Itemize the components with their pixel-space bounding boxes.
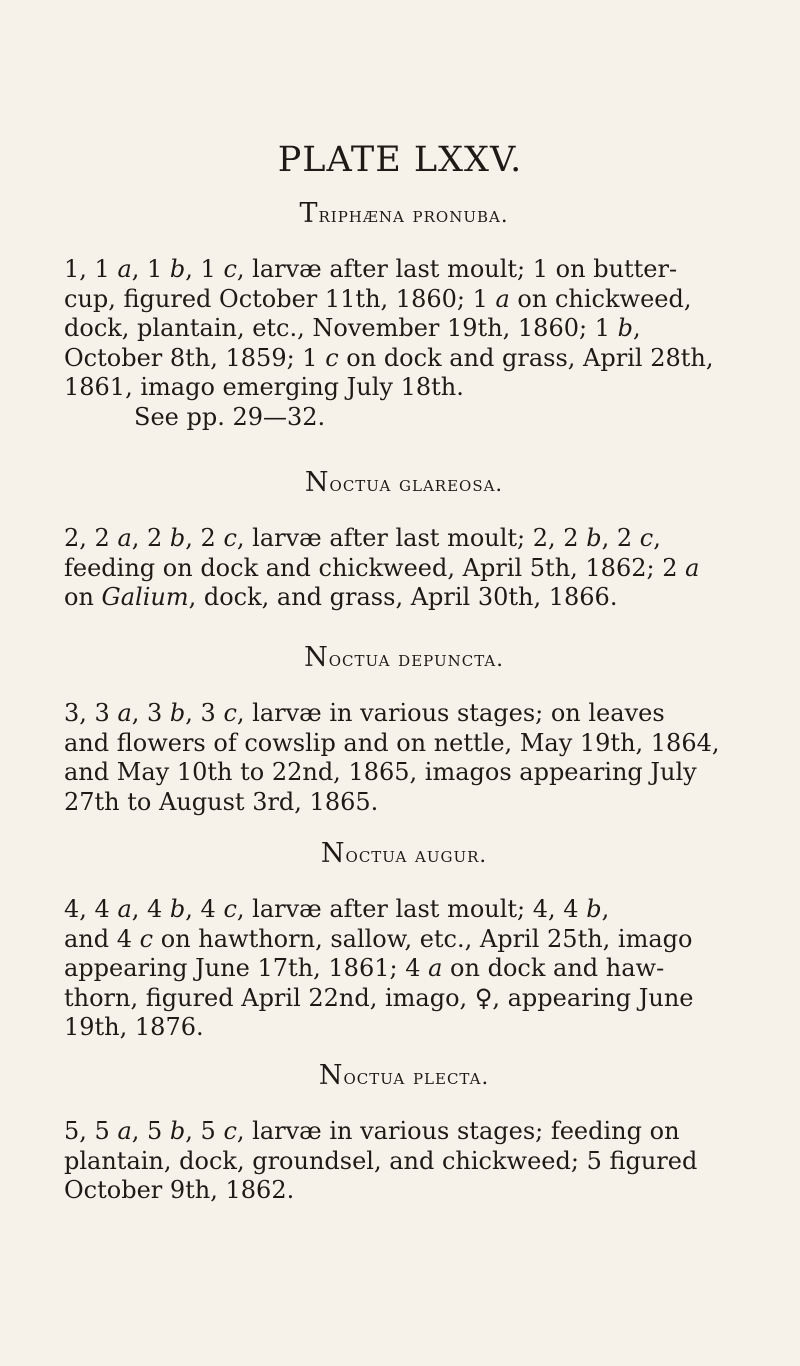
section-noctua-plecta xyxy=(64,1060,744,1206)
section-paragraph xyxy=(64,255,744,432)
section-noctua-augur xyxy=(64,838,744,1043)
text-line: 5, 5 a, 5 b, 5 c, larvæ in various stages; feeding on xyxy=(64,1117,680,1145)
text-line: and 4 c on hawthorn, sallow, etc., April 25th, imago xyxy=(64,924,693,953)
text-line: on Galium, dock, and grass, April 30th, 1866. xyxy=(64,583,618,611)
section-heading: Noctua plecta. xyxy=(318,1060,490,1091)
page-reference: See pp. 29—32. xyxy=(134,402,326,431)
text-line: dock, plantain, etc., November 19th, 1860; 1 b, xyxy=(64,314,641,342)
section-noctua-glareosa xyxy=(64,467,744,613)
section-heading: Noctua depuncta. xyxy=(304,642,504,673)
section-paragraph xyxy=(64,699,744,817)
text-line: plantain, dock, groundsel, and chickweed; 5 figured xyxy=(64,1146,698,1175)
section-paragraph xyxy=(64,895,744,1043)
text-line: 3, 3 a, 3 b, 3 c, larvæ in various stages; on leaves xyxy=(64,699,665,727)
text-line: cup, figured October 11th, 1860; 1 a on chickweed, xyxy=(64,284,692,313)
plate-title: PLATE LXXV. xyxy=(277,140,523,180)
text-line: 1861, imago emerging July 18th. xyxy=(64,373,464,401)
text-line: 27th to August 3rd, 1865. xyxy=(64,787,379,816)
section-paragraph xyxy=(64,1117,744,1206)
text-line: and May 10th to 22nd, 1865, imagos appearing July xyxy=(64,758,697,786)
text-line: 2, 2 a, 2 b, 2 c, larvæ after last moult; 2, 2 b, 2 c, xyxy=(64,524,661,552)
section-heading: Noctua augur. xyxy=(320,838,488,869)
text-line: October 8th, 1859; 1 c on dock and grass, April 28th, xyxy=(64,343,714,372)
section-noctua-depuncta xyxy=(64,642,744,817)
section-triphaena-pronuba xyxy=(64,198,744,432)
text-line: appearing June 17th, 1861; 4 a on dock and haw- xyxy=(64,954,665,982)
section-paragraph xyxy=(64,524,744,613)
text-line: and flowers of cowslip and on nettle, May 19th, 1864, xyxy=(64,728,720,757)
text-line: 19th, 1876. xyxy=(64,1013,204,1041)
text-line: feeding on dock and chickweed, April 5th, 1862; 2 a xyxy=(64,553,700,582)
section-heading: Noctua glareosa. xyxy=(304,467,504,498)
text-line: 4, 4 a, 4 b, 4 c, larvæ after last moult; 4, 4 b, xyxy=(64,895,610,923)
text-line: thorn, figured April 22nd, imago, ♀, appearing June xyxy=(64,983,694,1012)
section-heading: Triphæna pronuba. xyxy=(299,198,509,229)
text-line: 1, 1 a, 1 b, 1 c, larvæ after last moult; 1 on butter- xyxy=(64,255,678,283)
text-line: October 9th, 1862. xyxy=(64,1176,295,1204)
